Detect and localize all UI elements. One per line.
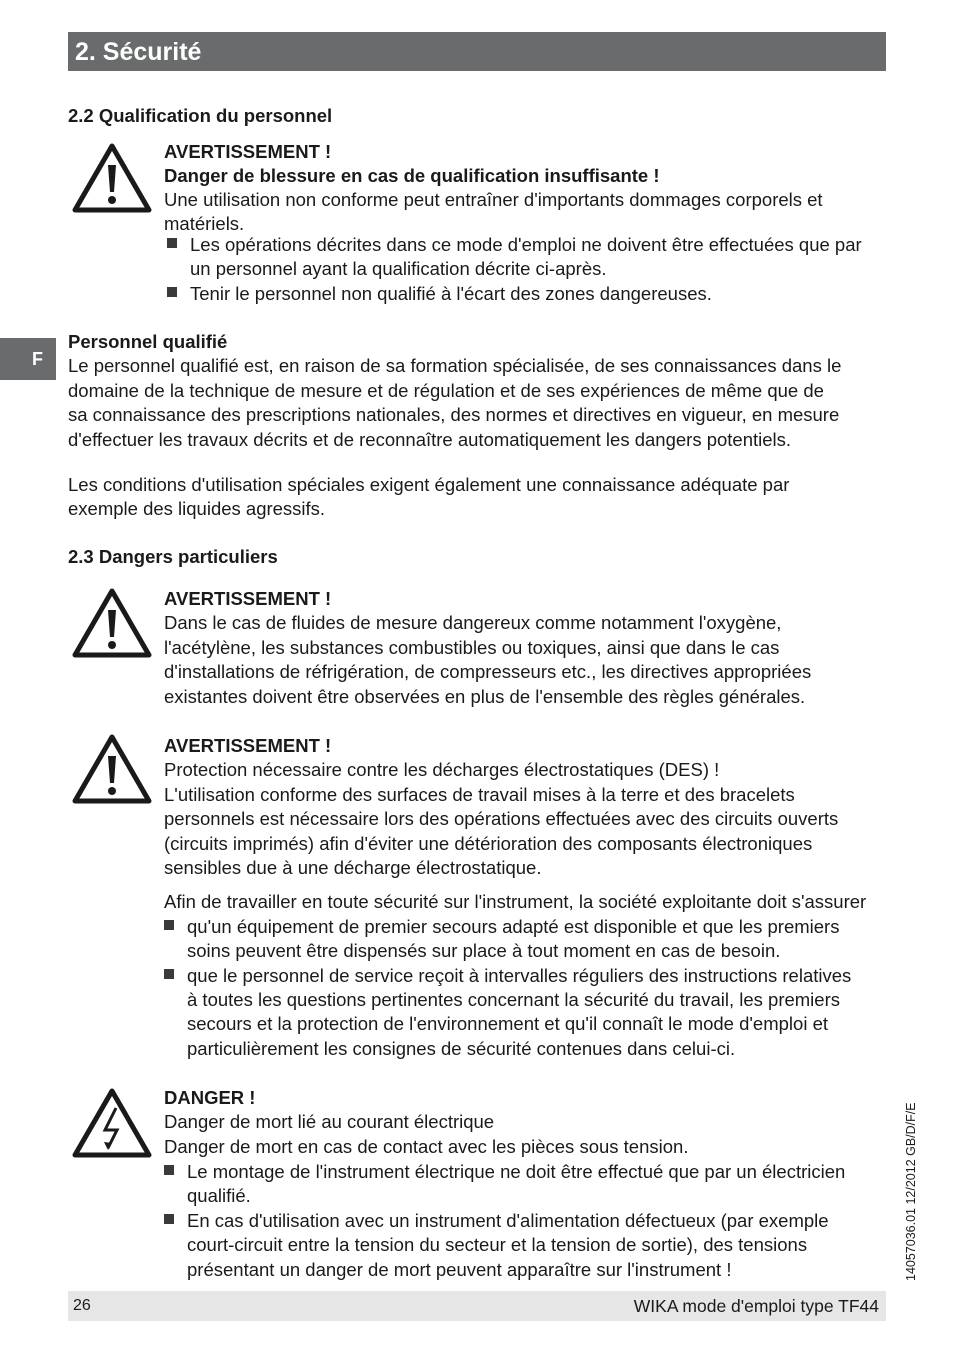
warning-text-line: Protection nécessaire contre les décharges électrostatiques (DES) !	[164, 759, 720, 780]
warning-label: AVERTISSEMENT !	[164, 588, 332, 609]
bullet-square-icon	[164, 920, 174, 930]
warning-text-line: Dans le cas de fluides de mesure dangereux comme notamment l'oxygène,	[164, 612, 782, 633]
bullet-text-line: que le personnel de service reçoit à intervalles réguliers des instructions relatives	[187, 965, 852, 986]
section-title: 2. Sécurité	[75, 38, 202, 66]
warning-text-line: sensibles due à une décharge électrostatique.	[164, 857, 542, 878]
bullet-square-icon	[164, 1214, 174, 1224]
document-code: 14057036.01 12/2012 GB/D/F/E	[904, 1102, 918, 1281]
warning-text-line: l'acétylène, les substances combustibles ou toxiques, ainsi que dans le cas	[164, 637, 780, 658]
bullet-square-icon	[164, 969, 174, 979]
bullet-text-line: Tenir le personnel non qualifié à l'écart des zones dangereuses.	[190, 283, 712, 304]
paragraph-line: domaine de la technique de mesure et de régulation et de ses expériences de même que de	[68, 380, 824, 401]
page-footer	[68, 1291, 886, 1321]
bullet-text-line: présentant un danger de mort peuvent apparaître sur l'instrument !	[187, 1259, 732, 1280]
warning-label: AVERTISSEMENT !	[164, 735, 332, 756]
section-header-bar	[68, 32, 886, 71]
bullet-text-line: court-circuit entre la tension du secteur et la tension de sortie), des tensions	[187, 1234, 808, 1255]
warning-triangle-icon	[72, 143, 152, 213]
page-number: 26	[73, 1297, 91, 1314]
footer-document-title: WIKA mode d'emploi type TF44	[633, 1296, 879, 1316]
warning-label: AVERTISSEMENT !	[164, 141, 332, 162]
paragraph-line: exemple des liquides agressifs.	[68, 498, 326, 519]
warning-text-line: Une utilisation non conforme peut entraîner d'importants dommages corporels et	[164, 189, 823, 210]
danger-text-line: Danger de mort lié au courant électrique	[164, 1111, 495, 1132]
language-tab	[0, 338, 56, 380]
paragraph-line: Les conditions d'utilisation spéciales exigent également une connaissance adéquate par	[68, 474, 790, 495]
warning-subtitle: Danger de blessure en cas de qualification insuffisante !	[164, 165, 660, 186]
bullet-text-line: soins peuvent être dispensés sur place à tout moment en cas de besoin.	[187, 940, 781, 961]
paragraph-line: Le personnel qualifié est, en raison de sa formation spécialisée, de ses connaissances dans le	[68, 355, 842, 376]
bullet-text-line: un personnel ayant la qualification décrite ci-après.	[190, 258, 607, 279]
electric-hazard-icon	[72, 1088, 152, 1158]
warning-text-line: matériels.	[164, 213, 245, 234]
bullet-text-line: qu'un équipement de premier secours adapté est disponible et que les premiers	[187, 916, 840, 937]
warning-triangle-icon	[72, 734, 152, 804]
warning-text-line: L'utilisation conforme des surfaces de travail mises à la terre et des bracelets	[164, 784, 795, 805]
bullet-square-icon	[167, 238, 177, 248]
warning-text-line: existantes doivent être observées en plus de l'ensemble des règles générales.	[164, 686, 806, 707]
bullet-text-line: Les opérations décrites dans ce mode d'emploi ne doivent être effectuées que par	[190, 234, 862, 255]
paragraph-line: sa connaissance des prescriptions nationales, des normes et directives en vigueur, en mesure	[68, 404, 840, 425]
section-2-3-heading: 2.3 Dangers particuliers	[68, 546, 278, 567]
warning-text-line: (circuits imprimés) afin d'éviter une détérioration des composants électroniques	[164, 833, 813, 854]
danger-text-line: Danger de mort en cas de contact avec les pièces sous tension.	[164, 1136, 689, 1157]
bullet-text-line: Le montage de l'instrument électrique ne doit être effectué que par un électricien	[187, 1161, 846, 1182]
language-tab-label: F	[32, 349, 43, 369]
warning-triangle-icon	[72, 588, 152, 658]
bullet-square-icon	[164, 1165, 174, 1175]
paragraph-line: d'effectuer les travaux décrits et de reconnaître automatiquement les dangers potentiels.	[68, 429, 792, 450]
bullet-text-line: particulièrement les consignes de sécurité contenues dans celui-ci.	[187, 1038, 736, 1059]
warning-text-line: personnels est nécessaire lors des opérations effectuées avec des circuits ouverts	[164, 808, 839, 829]
qualified-personnel-heading: Personnel qualifié	[68, 331, 228, 352]
bullet-square-icon	[167, 287, 177, 297]
bullet-text-line: En cas d'utilisation avec un instrument d'alimentation défectueux (par exemple	[187, 1210, 829, 1231]
danger-label: DANGER !	[164, 1087, 256, 1108]
safety-intro-text: Afin de travailler en toute sécurité sur l'instrument, la société exploitante doit s'assurer	[164, 891, 867, 912]
bullet-text-line: qualifié.	[187, 1185, 251, 1206]
bullet-text-line: secours et la protection de l'environnement et qu'il connaît le mode d'emploi et	[187, 1013, 828, 1034]
bullet-text-line: à toutes les questions pertinentes concernant la sécurité du travail, les premiers	[187, 989, 840, 1010]
warning-text-line: d'installations de réfrigération, de compresseurs etc., les directives appropriées	[164, 661, 812, 682]
section-2-2-heading: 2.2 Qualification du personnel	[68, 105, 333, 126]
